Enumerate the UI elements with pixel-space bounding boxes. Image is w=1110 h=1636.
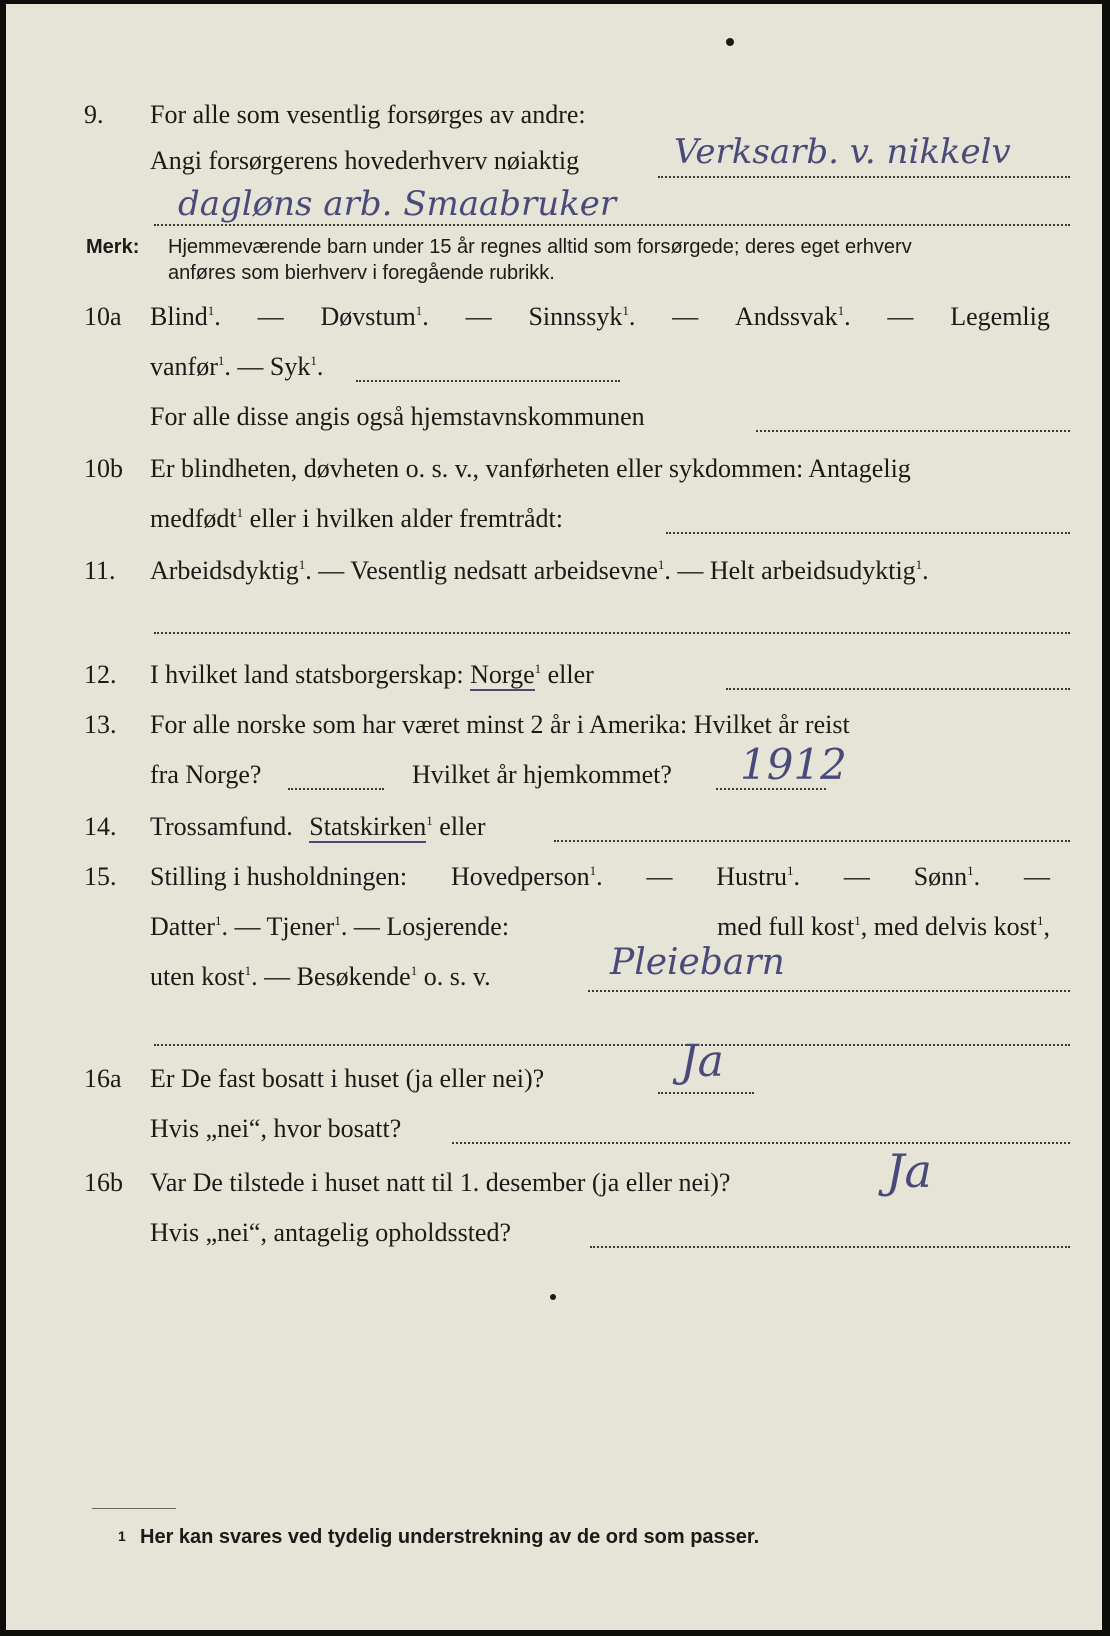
census-form-page [6, 4, 1102, 1630]
page-mark [726, 38, 734, 46]
question-text: Angi forsørgerens hovederhverv nøiaktig [150, 146, 580, 175]
handwritten-answer: Ja [680, 1036, 724, 1087]
option-legemlig: Legemlig [950, 302, 1050, 331]
question-text: Blind$^1$. — Døvstum$^1$. — Sinnssyk$^1$. — Andssvak$^1$. — Legemlig [150, 302, 1050, 331]
answer-line [554, 840, 1070, 842]
answer-line [756, 430, 1070, 432]
note-text: anføres som bierhverv i foregående rubrikk. [168, 262, 555, 284]
handwritten-answer: dagløns arb. Smaabruker [178, 184, 617, 224]
question-number: 16a [84, 1064, 122, 1093]
question-text: uten kost$^1$. — Besøkende$^1$ o. s. v. [150, 962, 491, 991]
question-number: 9. [84, 100, 104, 129]
question-number: 12. [84, 660, 117, 689]
question-text: Er De fast bosatt i huset (ja eller nei)? [150, 1064, 545, 1093]
question-text: Datter$^1$. — Tjener$^1$. — Losjerende: med full kost$^1$, med delvis kost$^1$, [150, 912, 1050, 941]
answer-line [288, 788, 384, 790]
question-number: 15. [84, 862, 117, 891]
answer-line [726, 688, 1070, 690]
question-text: Er blindheten, døvheten o. s. v., vanførheten eller sykdommen: Antagelig [150, 454, 911, 483]
answer-line [154, 224, 1070, 226]
question-text: For alle norske som har været minst 2 år i Amerika: Hvilket år reist [150, 710, 850, 739]
answer-line [154, 1044, 1070, 1046]
answer-line [154, 632, 1070, 634]
stray-mark [550, 1294, 556, 1300]
answer-line [452, 1142, 1070, 1144]
option-andssvak: Andssvak$^1$. [735, 302, 851, 331]
question-text: For alle disse angis også hjemstavnskommunen [150, 402, 645, 431]
option-blind: Blind$^1$. [150, 302, 221, 331]
answer-line [588, 990, 1070, 992]
footnote-rule [92, 1508, 176, 1509]
question-text: Hvilket år hjemkommet? [412, 760, 672, 789]
question-text: Var De tilstede i huset natt til 1. desember (ja eller nei)? [150, 1168, 731, 1197]
question-text: Arbeidsdyktig$^1$. — Vesentlig nedsatt arbeidsevne$^1$. — Helt arbeidsudyktig$^1$. [150, 556, 929, 585]
question-number: 16b [84, 1168, 123, 1197]
answer-line [356, 380, 620, 382]
answer-line [666, 532, 1070, 534]
note-label: Merk: [86, 236, 140, 258]
question-text: Trossamfund. Statskirken$^1$ eller [150, 812, 486, 841]
question-text: Hvis „nei“, hvor bosatt? [150, 1114, 402, 1143]
question-number: 10a [84, 302, 122, 331]
handwritten-answer: Pleiebarn [610, 942, 785, 983]
question-text: For alle som vesentlig forsørges av andre: [150, 100, 586, 129]
option-dovstum: Døvstum$^1$. [320, 302, 429, 331]
question-number: 14. [84, 812, 117, 841]
question-number: 13. [84, 710, 117, 739]
answer-line [590, 1246, 1070, 1248]
note-text: Hjemmeværende barn under 15 år regnes alltid som forsørgede; deres eget erhverv [168, 236, 912, 258]
answer-line [658, 176, 1070, 178]
question-number: 11. [84, 556, 116, 585]
handwritten-answer: Ja [886, 1144, 932, 1198]
question-text: Stilling i husholdningen: Hovedperson$^1$. — Hustru$^1$. — Sønn$^1$. — [150, 862, 1050, 891]
answer-line [658, 1092, 754, 1094]
footnote-marker: 1 [118, 1528, 126, 1544]
question-text: medfødt$^1$ eller i hvilken alder fremtrådt: [150, 504, 563, 533]
question-text: I hvilket land statsborgerskap: Norge$^1$ eller [150, 660, 594, 689]
footnote-text: Her kan svares ved tydelig understrekning av de ord som passer. [140, 1526, 760, 1548]
question-text: Hvis „nei“, antagelig opholdssted? [150, 1218, 512, 1247]
handwritten-answer: Verksarb. v. nikkelv [674, 132, 1011, 172]
handwritten-answer: 1912 [740, 740, 847, 789]
question-text: vanfør$^1$. — Syk$^1$. [150, 352, 324, 381]
question-number: 10b [84, 454, 123, 483]
question-text: fra Norge? [150, 760, 262, 789]
option-sinnssyk: Sinnssyk$^1$. [528, 302, 636, 331]
